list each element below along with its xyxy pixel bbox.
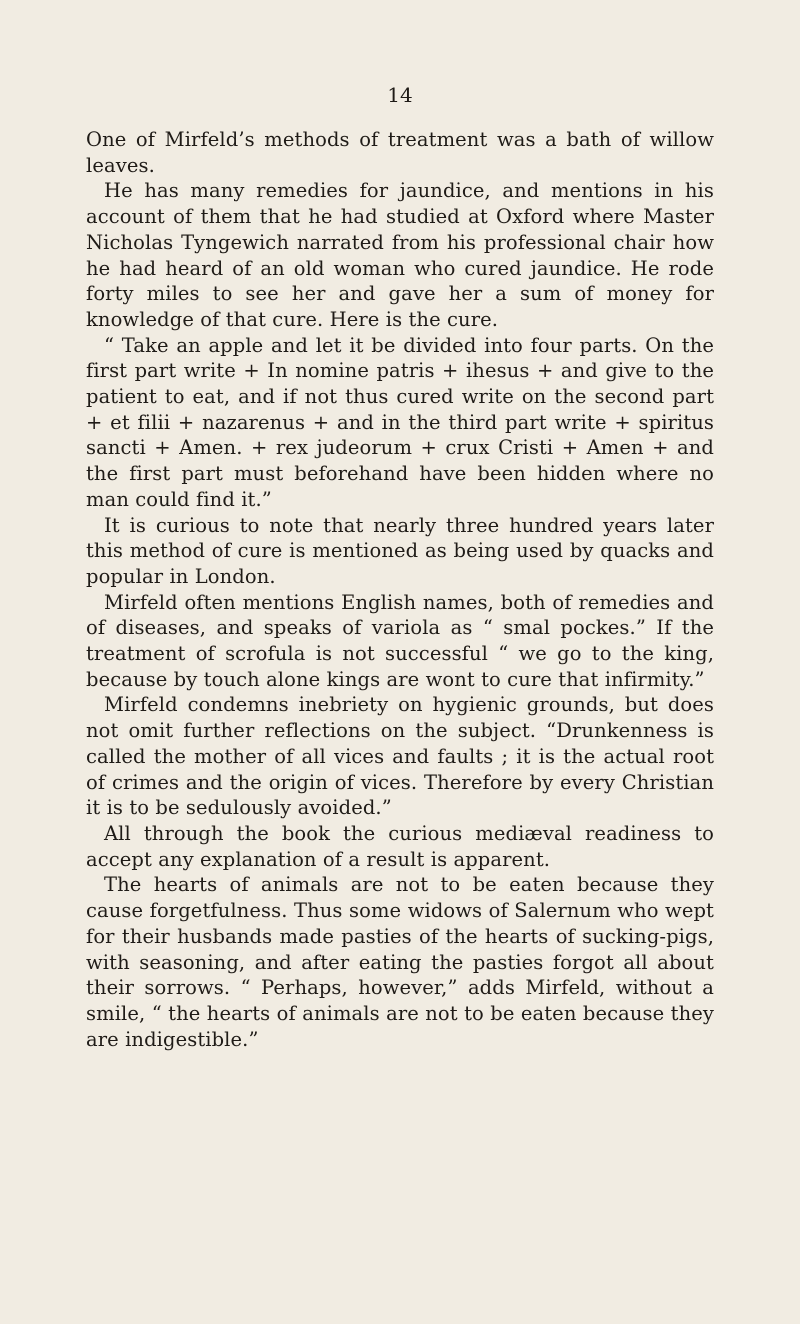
page-number: 14 [387, 83, 413, 107]
paragraph: The hearts of animals are not to be eaten because they cause forgetfulness. Thus some widows of Salernum who wept for their husbands made pasties of the hearts of sucking-pigs, with seasoning, and after eating the pasties forgot all about their sorrows. “ Perhaps, however,” adds Mirfeld, without a smile, “ the hearts of animals are not to be eaten because they are indigestible.” [86, 873, 714, 1051]
paragraph: One of Mirfeld’s methods of treatment was a bath of willow leaves. [86, 128, 714, 177]
paragraph: It is curious to note that nearly three hundred years later this method of cure is mentioned as being used by quacks and popular in London. [86, 513, 714, 588]
paragraph: All through the book the curious mediæval readiness to accept any explanation of a result is apparent. [86, 821, 714, 871]
body-text [86, 127, 714, 1052]
paragraph: Mirfeld condemns inebriety on hygienic grounds, but does not omit further reflections on the subject. “Drunkenness is called the mother of all vices and faults ; it is the actual root of crimes and the origin of vices. Therefore by every Christian it is to be sedulously avoided.” [86, 693, 714, 820]
paragraph: Mirfeld often mentions English names, both of remedies and of diseases, and speaks of variola as “ smal pockes.” If the treatment of scrofula is not successful “ we go to the king, because by touch alone kings are wont to cure that infirmity.” [86, 590, 714, 691]
paragraph: He has many remedies for jaundice, and mentions in his account of them that he had studied at Oxford where Master Nicholas Tyngewich narrated from his professional chair how he had heard of an old woman who cured jaundice. He rode forty miles to see her and gave her a sum of money for knowledge of that cure. Here is the cure. [86, 179, 714, 331]
paragraph: “ Take an apple and let it be divided into four parts. On the first part write + In nomine patris + ihesus + and give to the patient to eat, and if not thus cured write on the second part + et filii + nazarenus + and in the third part write + spiritus sancti + Amen. + rex judeorum + crux Cristi + Amen + and the first part must beforehand have been hidden where no man could find it.” [86, 333, 714, 511]
